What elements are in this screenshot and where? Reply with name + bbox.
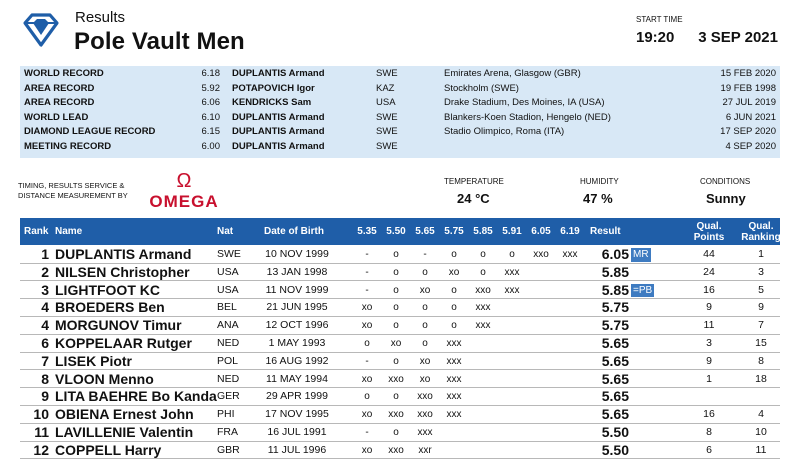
- attempt-cell: xxo: [417, 409, 433, 421]
- attempt-cell: -: [365, 249, 369, 260]
- athlete-nat: NED: [217, 372, 240, 385]
- record-badge: MR: [633, 249, 649, 260]
- record-type: AREA RECORD: [24, 82, 95, 94]
- col-height: 5.75: [444, 226, 464, 237]
- attempt-cell: xxx: [446, 355, 462, 367]
- qual-points: 8: [706, 426, 712, 438]
- attempt-cell: [527, 442, 555, 460]
- record-mark: 5.92: [201, 82, 220, 94]
- sponsor-name: OMEGA: [149, 192, 219, 211]
- qual-ranking: 7: [758, 319, 764, 332]
- athlete-rank: 9: [41, 388, 49, 405]
- attempt-cell: [440, 424, 468, 442]
- attempt-cell: [469, 371, 497, 389]
- record-nat: KAZ: [376, 82, 395, 94]
- athlete-name: VLOON Menno: [55, 370, 154, 387]
- attempt-cell: [498, 299, 526, 317]
- record-date: 19 FEB 1998: [720, 82, 776, 94]
- record-date: 17 SEP 2020: [720, 126, 776, 137]
- record-mark: 6.10: [201, 111, 220, 123]
- record-venue: Drake Stadium, Des Moines, IA (USA): [444, 97, 605, 108]
- athlete-nat: NED: [217, 337, 240, 349]
- col-qual-ranking: [738, 221, 784, 243]
- attempt-cell: o: [451, 284, 457, 296]
- record-venue: Blankers-Koen Stadion, Hengelo (NED): [444, 111, 611, 123]
- attempt-cell: o: [451, 320, 457, 332]
- record-row: [20, 67, 780, 81]
- athlete-result: 5.65: [601, 335, 629, 351]
- attempt-cell: -: [365, 355, 369, 367]
- attempt-cell: o: [364, 391, 370, 403]
- col-height: 5.85: [473, 226, 493, 237]
- record-holder: DUPLANTIS Armand: [232, 68, 325, 79]
- attempt-cell: [527, 264, 555, 282]
- attempt-cell: xxx: [562, 249, 578, 260]
- col-dob: Date of Birth: [264, 226, 324, 237]
- athlete-dob: 11 NOV 1999: [265, 283, 329, 296]
- record-nat: SWE: [376, 111, 398, 123]
- record-date: 15 FEB 2020: [720, 68, 776, 79]
- table-row: [20, 371, 780, 389]
- humidity-value: 47 %: [583, 191, 613, 206]
- attempt-cell: o: [393, 391, 399, 403]
- athlete-rank: 6: [41, 335, 49, 351]
- athlete-nat: GER: [217, 390, 240, 403]
- athlete-rank: 1: [41, 246, 49, 262]
- qual-points: 11: [703, 319, 715, 332]
- attempt-cell: o: [393, 302, 399, 314]
- attempt-cell: xxx: [417, 427, 433, 438]
- record-row: [20, 140, 780, 154]
- record-nat: SWE: [376, 140, 398, 152]
- athlete-nat: SWE: [217, 248, 241, 260]
- athlete-dob: 21 JUN 1995: [266, 301, 328, 314]
- col-height: 5.65: [415, 226, 435, 237]
- athlete-rank: 4: [41, 299, 49, 316]
- col-name: Name: [55, 226, 83, 237]
- record-date: 27 JUL 2019: [722, 97, 776, 108]
- attempt-cell: xxx: [504, 284, 520, 296]
- record-holder: POTAPOVICH Igor: [232, 82, 315, 94]
- athlete-name: LISEK Piotr: [55, 352, 133, 369]
- athlete-rank: 12: [33, 441, 49, 458]
- col-height: 6.05: [531, 226, 551, 237]
- attempt-cell: o: [451, 249, 457, 260]
- attempt-cell: [498, 406, 526, 424]
- col-nat: Nat: [217, 226, 234, 237]
- record-mark: 6.00: [201, 140, 220, 152]
- record-holder: DUPLANTIS Armand: [232, 140, 325, 152]
- attempt-cell: xo: [361, 409, 373, 421]
- athlete-result: 5.65: [601, 352, 629, 369]
- qual-points: 24: [703, 265, 715, 278]
- attempt-cell: xo: [419, 373, 431, 385]
- attempt-cell: xxo: [417, 391, 433, 403]
- attempt-cell: o: [422, 302, 428, 314]
- record-nat: USA: [376, 97, 396, 108]
- attempt-cell: [498, 388, 526, 406]
- col-qual-points: [686, 221, 732, 243]
- qual-ranking: 15: [755, 337, 767, 349]
- attempt-cell: o: [480, 249, 486, 260]
- attempt-cell: xxx: [504, 266, 520, 278]
- attempt-cell: [469, 442, 497, 460]
- start-time-label: START TIME: [636, 15, 683, 24]
- record-holder: KENDRICKS Sam: [232, 97, 312, 108]
- col-result: Result: [590, 226, 621, 237]
- attempt-cell: xxo: [388, 444, 404, 456]
- athlete-rank: 4: [41, 317, 49, 334]
- athlete-rank: 8: [41, 370, 49, 387]
- results-table-header: [20, 218, 780, 245]
- attempt-cell: xxo: [388, 373, 404, 385]
- table-row: [20, 246, 780, 264]
- table-row: [20, 442, 780, 460]
- table-row: [20, 317, 780, 335]
- records-panel: [20, 66, 780, 158]
- attempt-cell: [498, 317, 526, 335]
- athlete-name: NILSEN Christopher: [55, 263, 190, 280]
- athlete-nat: USA: [217, 283, 239, 296]
- athlete-dob: 10 NOV 1999: [265, 248, 329, 260]
- athlete-result: 5.65: [601, 388, 629, 405]
- athlete-dob: 13 JAN 1998: [266, 265, 328, 278]
- attempt-cell: o: [451, 302, 457, 314]
- athlete-name: DUPLANTIS Armand: [55, 246, 192, 262]
- athlete-dob: 29 APR 1999: [266, 390, 328, 403]
- conditions-strip: [0, 172, 800, 216]
- attempt-cell: [527, 371, 555, 389]
- athlete-nat: GBR: [217, 443, 240, 456]
- attempt-cell: xxx: [446, 391, 462, 403]
- omega-logo-icon: Ω: [176, 170, 192, 192]
- event-date: 3 SEP 2021: [698, 29, 778, 46]
- col-height: 5.35: [357, 226, 377, 237]
- attempt-cell: o: [422, 320, 428, 332]
- athlete-name: MORGUNOV Timur: [55, 317, 182, 334]
- attempt-cell: xo: [390, 338, 402, 349]
- attempt-cell: xxx: [446, 373, 462, 385]
- record-type: AREA RECORD: [24, 97, 95, 108]
- qual-points: 1: [706, 372, 712, 385]
- attempt-cell: [469, 388, 497, 406]
- qual-ranking: 5: [758, 283, 764, 296]
- athlete-result: 5.75: [601, 299, 629, 316]
- col-qual-points-line: Qual.: [696, 221, 722, 232]
- attempt-cell: -: [365, 266, 369, 278]
- attempt-cell: -: [365, 284, 369, 296]
- athlete-nat: FRA: [217, 426, 238, 438]
- athlete-name: LITA BAEHRE Bo Kanda: [55, 388, 217, 405]
- attempt-cell: [527, 406, 555, 424]
- attempt-cell: [527, 317, 555, 335]
- qual-ranking: 1: [758, 248, 764, 260]
- athlete-result: 6.05: [601, 246, 629, 262]
- attempt-cell: o: [393, 249, 399, 260]
- record-nat: SWE: [376, 68, 398, 79]
- col-height: 5.91: [502, 226, 522, 237]
- record-mark: 6.06: [201, 97, 220, 108]
- athlete-name: KOPPELAAR Rutger: [55, 335, 192, 351]
- record-venue: Emirates Arena, Glasgow (GBR): [444, 68, 581, 79]
- timing-line: TIMING, RESULTS SERVICE &: [18, 181, 125, 190]
- table-row: [20, 353, 780, 371]
- qual-ranking: 11: [755, 443, 767, 456]
- attempt-cell: [527, 388, 555, 406]
- attempt-cell: xxo: [533, 249, 549, 260]
- qual-points: 3: [706, 337, 712, 349]
- attempt-cell: xxo: [475, 284, 491, 296]
- temperature-value: 24 °C: [457, 191, 490, 206]
- qual-ranking: 10: [755, 426, 767, 438]
- conditions-label: CONDITIONS: [700, 177, 751, 186]
- start-time: 19:20: [636, 29, 675, 46]
- record-date: 4 SEP 2020: [725, 140, 776, 152]
- attempt-cell: -: [365, 427, 369, 438]
- record-holder: DUPLANTIS Armand: [232, 126, 325, 137]
- attempt-cell: xo: [361, 373, 373, 385]
- attempt-cell: xo: [361, 302, 373, 314]
- athlete-nat: PHI: [217, 408, 235, 421]
- record-row: [20, 125, 780, 139]
- athlete-result: 5.50: [601, 441, 629, 458]
- attempt-cell: xo: [361, 444, 373, 456]
- athlete-nat: POL: [217, 354, 239, 367]
- attempt-cell: [498, 353, 526, 371]
- record-mark: 6.18: [201, 68, 220, 79]
- record-holder: DUPLANTIS Armand: [232, 111, 325, 123]
- attempt-cell: xo: [419, 284, 431, 296]
- athlete-result: 5.85: [601, 263, 629, 280]
- attempt-cell: -: [423, 249, 427, 260]
- record-type: DIAMOND LEAGUE RECORD: [24, 126, 156, 137]
- attempt-cell: o: [393, 266, 399, 278]
- attempt-cell: [469, 353, 497, 371]
- athlete-name: LAVILLENIE Valentin: [55, 424, 194, 440]
- athlete-name: LIGHTFOOT KC: [55, 281, 160, 298]
- athlete-rank: 3: [41, 281, 49, 298]
- qual-ranking: 9: [758, 301, 764, 314]
- attempt-cell: xxx: [475, 320, 491, 332]
- record-date: 6 JUN 2021: [725, 111, 776, 123]
- table-row: [20, 335, 780, 353]
- attempt-cell: [469, 406, 497, 424]
- attempt-cell: xxo: [388, 409, 404, 421]
- athlete-nat: BEL: [217, 301, 237, 314]
- athlete-rank: 7: [41, 352, 49, 369]
- attempt-cell: [527, 335, 555, 353]
- table-row: [20, 264, 780, 282]
- attempt-cell: o: [393, 320, 399, 332]
- record-badge: =PB: [633, 284, 653, 296]
- table-row: [20, 424, 780, 442]
- record-row: [20, 111, 780, 125]
- page-title: Pole Vault Men: [74, 28, 245, 55]
- record-type: WORLD LEAD: [24, 111, 89, 123]
- attempt-cell: [527, 424, 555, 442]
- athlete-result: 5.65: [601, 370, 629, 387]
- attempt-cell: o: [393, 355, 399, 367]
- attempt-cell: [498, 371, 526, 389]
- athlete-rank: 11: [34, 424, 49, 440]
- record-nat: SWE: [376, 126, 398, 137]
- timing-line: DISTANCE MEASUREMENT BY: [18, 190, 128, 200]
- athlete-result: 5.75: [601, 317, 629, 334]
- attempt-cell: xxx: [446, 409, 462, 421]
- attempt-cell: xo: [448, 266, 460, 278]
- qual-ranking: [743, 388, 779, 406]
- attempt-cell: o: [364, 338, 370, 349]
- athlete-nat: USA: [217, 265, 239, 278]
- results-header: [0, 0, 800, 66]
- attempt-cell: [498, 424, 526, 442]
- athlete-dob: 11 MAY 1994: [266, 372, 328, 385]
- qual-points: 44: [703, 248, 715, 260]
- attempt-cell: [527, 282, 555, 300]
- athlete-dob: 11 JUL 1996: [267, 443, 327, 456]
- qual-points: 6: [706, 443, 712, 456]
- col-rank: Rank: [24, 226, 49, 237]
- record-venue: Stadio Olimpico, Roma (ITA): [444, 126, 565, 137]
- conditions-value: Sunny: [706, 191, 746, 206]
- record-row: [20, 96, 780, 110]
- attempt-cell: xo: [361, 320, 373, 332]
- qual-ranking: 18: [755, 372, 767, 385]
- col-qual-ranking-line: Qual.: [748, 221, 774, 232]
- record-type: WORLD RECORD: [24, 68, 104, 79]
- attempt-cell: o: [393, 284, 399, 296]
- athlete-dob: 16 AUG 1992: [265, 354, 329, 367]
- athlete-nat: ANA: [217, 319, 239, 332]
- qual-points: 16: [703, 283, 715, 296]
- qual-ranking: 4: [758, 408, 764, 421]
- attempt-cell: [498, 442, 526, 460]
- athlete-result: 5.85: [601, 281, 629, 298]
- qual-points: 9: [706, 301, 712, 314]
- qual-ranking: 8: [758, 354, 764, 367]
- athlete-dob: 12 OCT 1996: [265, 319, 329, 332]
- athlete-dob: 16 JUL 1991: [267, 426, 327, 438]
- table-row: [20, 282, 780, 300]
- attempt-cell: o: [480, 266, 486, 278]
- athlete-rank: 2: [41, 263, 49, 280]
- attempt-cell: [440, 442, 468, 460]
- qual-points: 16: [703, 408, 715, 421]
- record-mark: 6.15: [201, 126, 220, 137]
- attempt-cell: o: [422, 266, 428, 278]
- timing-credit: [18, 181, 148, 200]
- temperature-label: TEMPERATURE: [444, 177, 504, 186]
- athlete-name: BROEDERS Ben: [55, 299, 165, 316]
- header-subtitle: Results: [75, 9, 126, 26]
- athlete-name: COPPELL Harry: [55, 441, 162, 458]
- qual-ranking: 3: [758, 265, 764, 278]
- record-venue: Stockholm (SWE): [444, 82, 519, 94]
- col-qual-points-line: Points: [693, 232, 725, 243]
- attempt-cell: xxr: [418, 444, 432, 456]
- athlete-dob: 1 MAY 1993: [268, 337, 326, 349]
- table-row: [20, 388, 780, 406]
- col-height: 5.50: [386, 226, 406, 237]
- col-height: 6.19: [560, 226, 580, 237]
- attempt-cell: o: [509, 249, 515, 260]
- attempt-cell: xo: [419, 355, 431, 367]
- athlete-result: 5.50: [601, 424, 629, 440]
- record-row: [20, 82, 780, 96]
- qual-points: [691, 388, 727, 406]
- qual-points: 9: [706, 354, 712, 367]
- table-row: [20, 406, 780, 424]
- attempt-cell: [527, 299, 555, 317]
- attempt-cell: [498, 335, 526, 353]
- attempt-cell: o: [393, 427, 399, 438]
- athlete-result: 5.65: [601, 406, 629, 423]
- athlete-dob: 17 NOV 1995: [265, 408, 329, 421]
- attempt-cell: xxx: [475, 302, 491, 314]
- table-row: [20, 299, 780, 317]
- attempt-cell: [527, 353, 555, 371]
- diamond-icon: [21, 10, 61, 50]
- record-type: MEETING RECORD: [24, 140, 112, 152]
- attempt-cell: xxx: [446, 338, 462, 349]
- col-qual-ranking-line: Ranking: [741, 232, 781, 243]
- attempt-cell: [469, 424, 497, 442]
- athlete-name: OBIENA Ernest John: [55, 406, 194, 423]
- humidity-label: HUMIDITY: [580, 177, 619, 186]
- athlete-rank: 10: [33, 406, 49, 423]
- attempt-cell: [469, 335, 497, 353]
- attempt-cell: o: [422, 338, 428, 349]
